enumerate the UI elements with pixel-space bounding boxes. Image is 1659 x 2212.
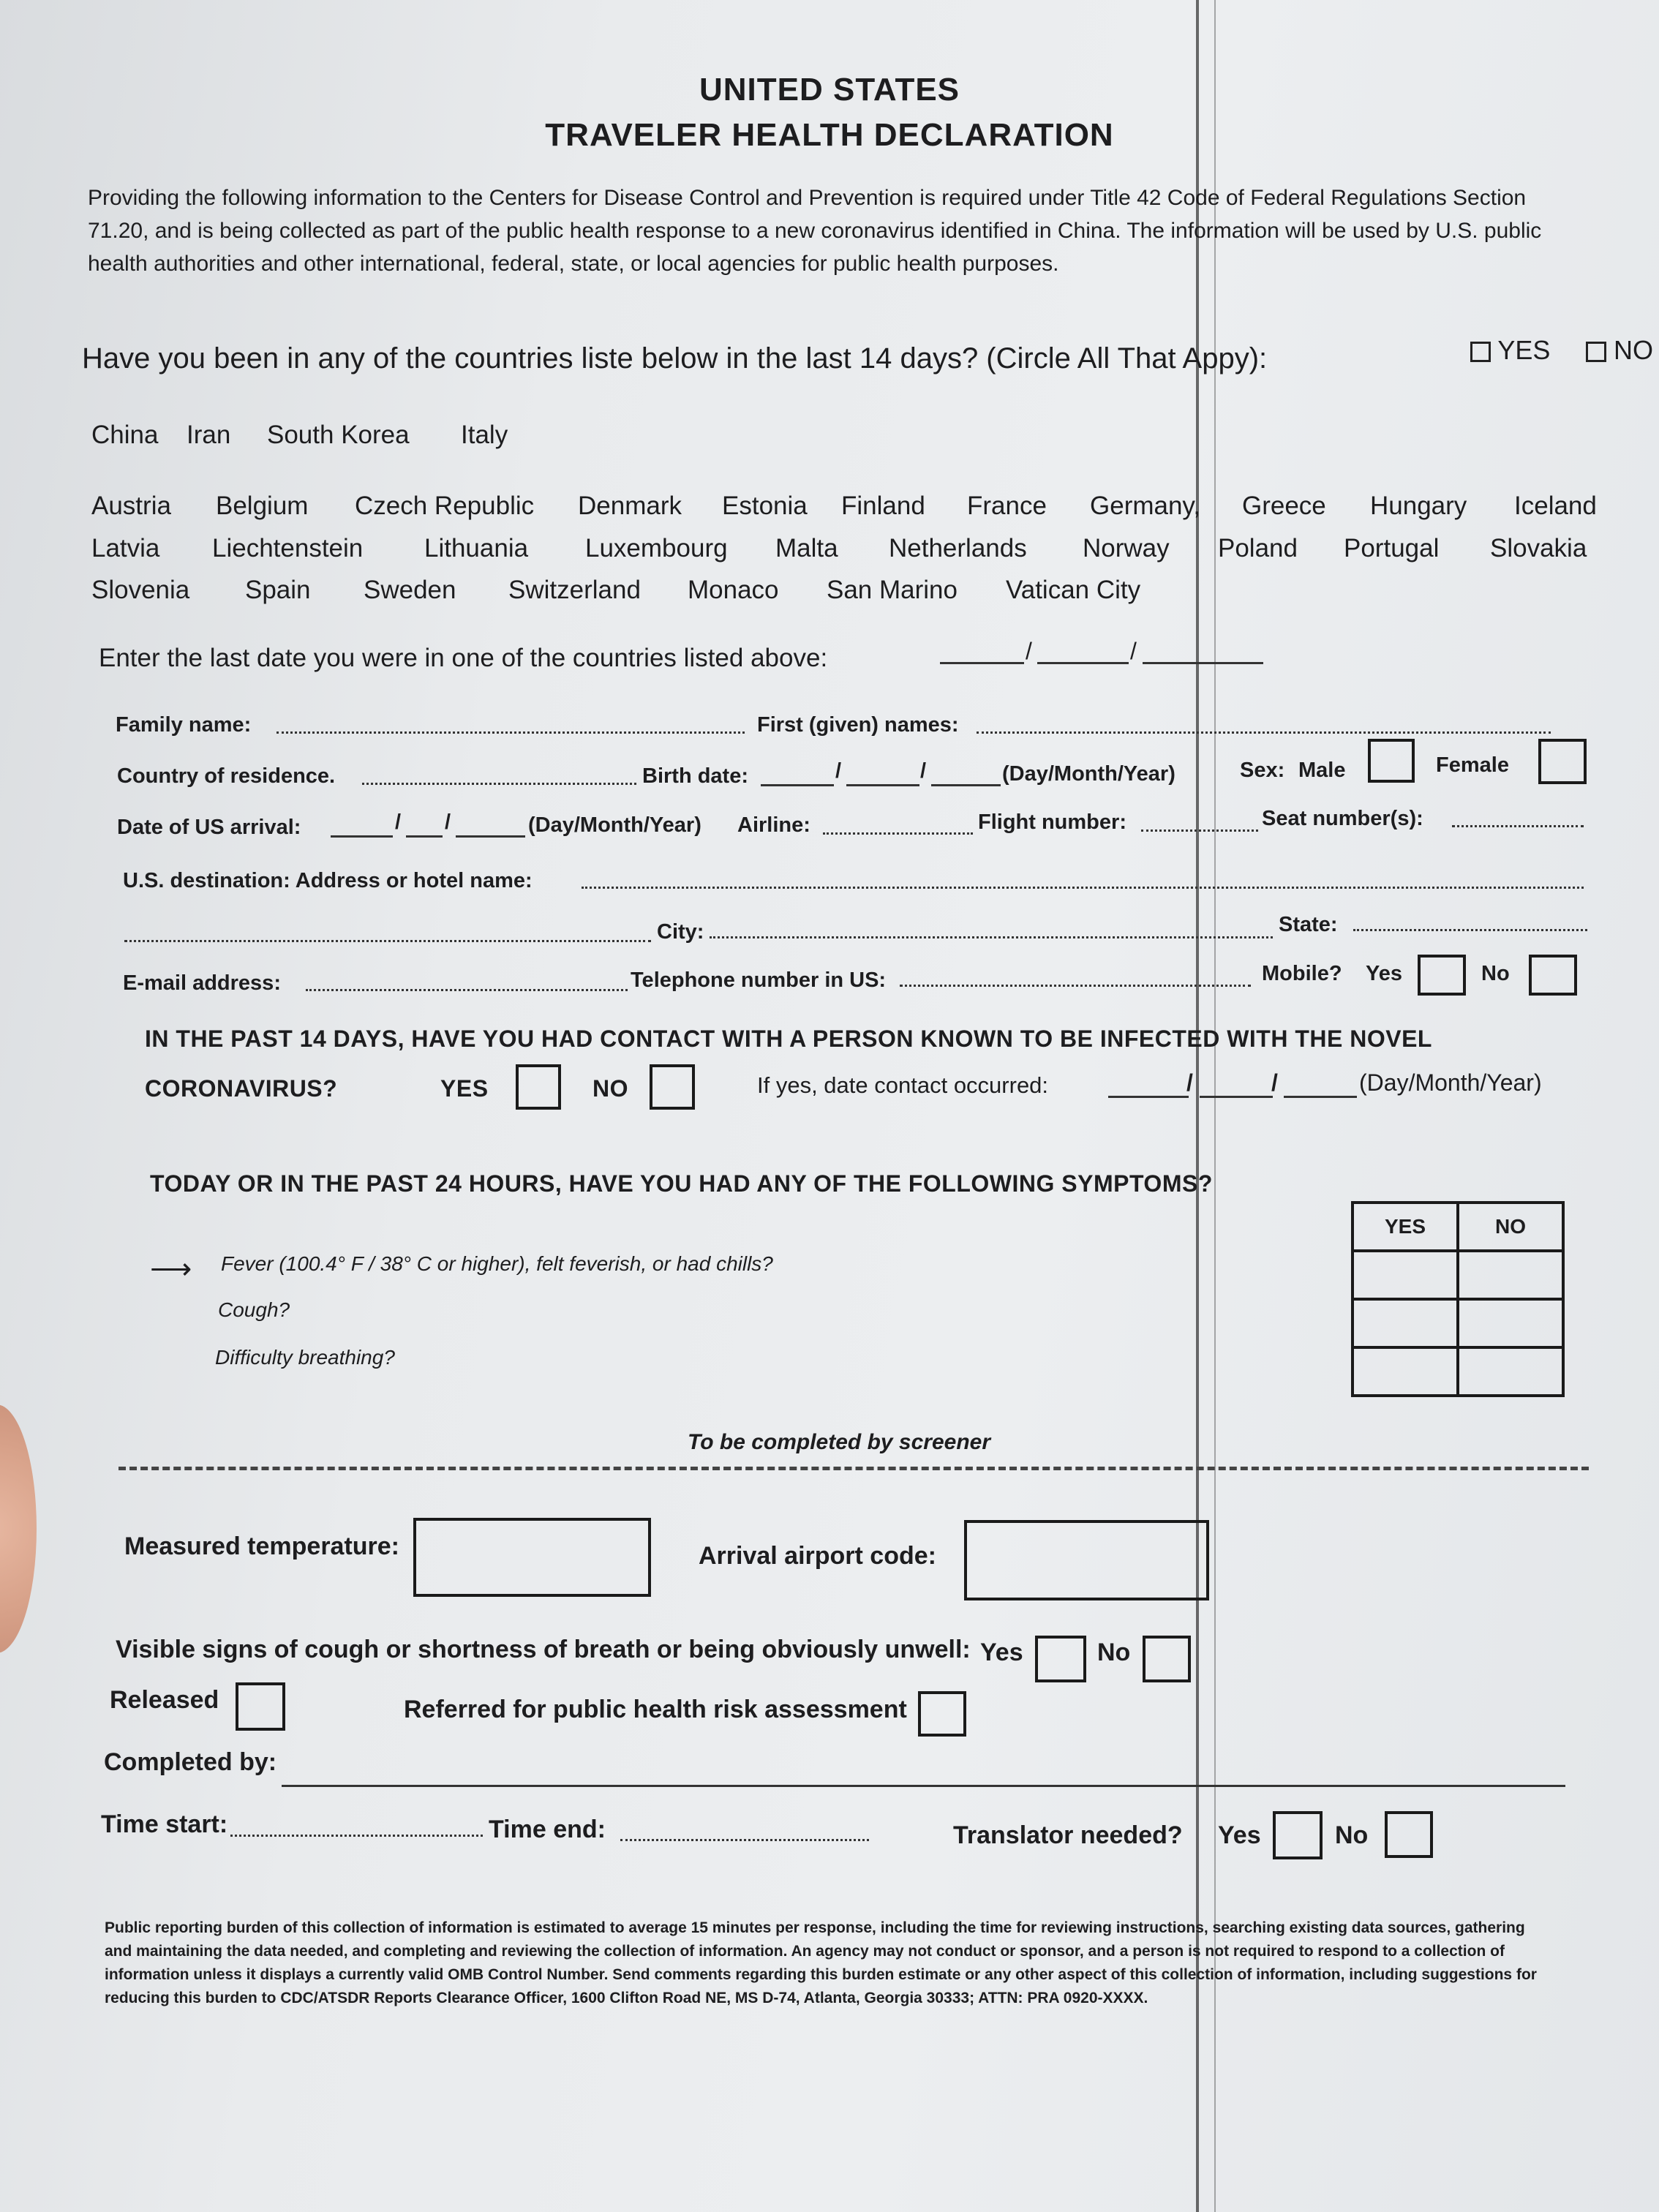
mobile-no-checkbox[interactable]	[1529, 955, 1577, 996]
family-name-field[interactable]	[276, 731, 745, 734]
state-field[interactable]	[1353, 929, 1587, 931]
time-start-label: Time start:	[101, 1810, 228, 1838]
country-slovenia[interactable]: Slovenia	[91, 576, 190, 604]
fever-yes-cell[interactable]	[1353, 1251, 1458, 1299]
country-portugal[interactable]: Portugal	[1344, 534, 1440, 563]
contact-yes-label: YES	[440, 1075, 489, 1102]
country-germany[interactable]: Germany,	[1090, 492, 1201, 520]
symptom-fever: Fever (100.4° F / 38° C or higher), felt feverish, or had chills?	[221, 1252, 773, 1275]
released-label: Released	[110, 1686, 219, 1714]
us-arrival-label: Date of US arrival:	[117, 816, 301, 839]
arrival-airport-label: Arrival airport code:	[699, 1542, 936, 1570]
seat-numbers-label: Seat number(s):	[1262, 807, 1423, 830]
completed-by-label: Completed by:	[104, 1748, 277, 1776]
male-label: Male	[1298, 759, 1346, 782]
translator-no-checkbox[interactable]	[1385, 1811, 1433, 1858]
released-checkbox[interactable]	[236, 1682, 285, 1731]
country-liechtenstein[interactable]: Liechtenstein	[212, 534, 364, 563]
state-label: State:	[1279, 913, 1338, 936]
first-names-label: First (given) names:	[757, 713, 959, 737]
visible-signs-yes-label: Yes	[980, 1639, 1023, 1666]
last-date-label: Enter the last date you were in one of the countries listed above:	[99, 644, 828, 672]
breathing-yes-cell[interactable]	[1353, 1347, 1458, 1396]
visible-signs-no-label: No	[1097, 1639, 1131, 1666]
city-label: City:	[657, 920, 704, 944]
translator-yes-label: Yes	[1218, 1821, 1261, 1849]
checkbox-icon[interactable]	[1586, 342, 1606, 362]
translator-label: Translator needed?	[953, 1821, 1183, 1849]
countries-no-option[interactable]	[1586, 335, 1653, 366]
contact-month-field[interactable]	[1200, 1096, 1273, 1098]
email-label: E-mail address:	[123, 971, 281, 995]
date-separator: /	[1026, 638, 1032, 664]
country-san-marino[interactable]: San Marino	[827, 576, 958, 604]
symptoms-no-header: NO	[1458, 1203, 1563, 1251]
countries-question: Have you been in any of the countries liste below in the last 14 days? (Circle All That Appy):	[82, 342, 1268, 375]
mobile-no-label: No	[1481, 962, 1510, 985]
mobile-yes-label: Yes	[1366, 962, 1402, 985]
country-italy[interactable]: Italy	[461, 421, 508, 449]
contact-date-label: If yes, date contact occurred:	[757, 1072, 1049, 1098]
mobile-label: Mobile?	[1262, 962, 1342, 985]
flight-number-label: Flight number:	[978, 810, 1126, 834]
country-sweden[interactable]: Sweden	[364, 576, 456, 604]
fold-crease	[1214, 0, 1216, 2212]
country-residence-field[interactable]	[362, 783, 636, 785]
female-label: Female	[1436, 753, 1509, 777]
visible-signs-label: Visible signs of cough or shortness of breath or being obviously unwell:	[116, 1636, 971, 1663]
country-slovakia[interactable]: Slovakia	[1490, 534, 1587, 563]
symptom-difficulty-breathing: Difficulty breathing?	[215, 1346, 395, 1369]
contact-date-format: (Day/Month/Year)	[1359, 1069, 1542, 1096]
contact-day-field[interactable]	[1108, 1096, 1189, 1098]
date-separator: /	[445, 810, 451, 834]
symptoms-question: TODAY OR IN THE PAST 24 HOURS, HAVE YOU HAD ANY OF THE FOLLOWING SYMPTOMS?	[150, 1170, 1213, 1197]
contact-question-line2: CORONAVIRUS?	[145, 1075, 338, 1102]
hand-drawn-arrow-icon: ⟶	[150, 1253, 192, 1285]
date-separator: /	[1130, 638, 1137, 664]
contact-year-field[interactable]	[1284, 1096, 1357, 1098]
telephone-label: Telephone number in US:	[631, 968, 887, 992]
sex-label: Sex:	[1240, 759, 1285, 782]
country-latvia[interactable]: Latvia	[91, 534, 160, 563]
translator-no-label: No	[1335, 1821, 1369, 1849]
arrival-month-field[interactable]	[406, 835, 443, 838]
airline-field[interactable]	[823, 832, 973, 835]
country-monaco[interactable]: Monaco	[688, 576, 779, 604]
mobile-yes-checkbox[interactable]	[1418, 955, 1466, 996]
countries-no-label: NO	[1614, 335, 1654, 365]
flight-number-field[interactable]	[1141, 830, 1258, 832]
time-start-field[interactable]	[230, 1835, 483, 1837]
last-date-day-field[interactable]	[940, 662, 1024, 664]
symptoms-yes-header: YES	[1353, 1203, 1458, 1251]
city-field[interactable]	[710, 936, 1273, 938]
arrival-year-field[interactable]	[456, 835, 525, 838]
first-names-field[interactable]	[977, 731, 1551, 734]
birth-date-label: Birth date:	[642, 764, 748, 788]
date-separator: /	[1271, 1069, 1279, 1096]
fold-crease	[1196, 0, 1199, 2212]
visible-signs-yes-checkbox[interactable]	[1035, 1636, 1086, 1682]
visible-signs-no-checkbox[interactable]	[1143, 1636, 1191, 1682]
breathing-no-cell[interactable]	[1458, 1347, 1563, 1396]
arrival-airport-field[interactable]	[964, 1520, 1209, 1600]
country-poland[interactable]: Poland	[1218, 534, 1298, 563]
address-line-2-field[interactable]	[124, 940, 651, 942]
page-title-line1: UNITED STATES	[699, 72, 960, 108]
country-spain[interactable]: Spain	[245, 576, 311, 604]
country-china[interactable]: China	[91, 421, 159, 449]
completed-by-field[interactable]	[282, 1785, 1565, 1787]
cough-yes-cell[interactable]	[1353, 1299, 1458, 1347]
last-date-year-field[interactable]	[1143, 662, 1263, 664]
screener-heading: To be completed by screener	[688, 1430, 991, 1454]
male-checkbox[interactable]	[1368, 739, 1415, 783]
country-austria[interactable]: Austria	[91, 492, 171, 520]
us-destination-label: U.S. destination: Address or hotel name:	[123, 869, 533, 892]
birth-month-field[interactable]	[846, 784, 919, 786]
country-iran[interactable]: Iran	[187, 421, 231, 449]
page-title-line2: TRAVELER HEALTH DECLARATION	[545, 117, 1114, 153]
countries-yes-option[interactable]	[1470, 335, 1550, 366]
country-hungary[interactable]: Hungary	[1370, 492, 1467, 520]
symptoms-grid	[1351, 1201, 1565, 1397]
date-separator: /	[835, 759, 842, 783]
intro-paragraph: Providing the following information to the Centers for Disease Control and Prevention is required under Title 42 Code of Federal Regulations Section 71.20, and is being collected as part of the public health response to a new coronavirus identified in China. The information will be used by U.S. public health authorities and other international, federal, state, or local agencies for public health purposes.	[88, 186, 1542, 276]
date-separator: /	[1186, 1069, 1194, 1096]
time-end-field[interactable]	[620, 1839, 869, 1841]
contact-yes-checkbox[interactable]	[516, 1064, 561, 1110]
date-separator: /	[920, 759, 927, 783]
country-estonia[interactable]: Estonia	[722, 492, 808, 520]
thumb-photo-artifact	[0, 1404, 37, 1653]
screener-divider	[118, 1467, 1589, 1470]
us-destination-field[interactable]	[582, 887, 1584, 889]
country-norway[interactable]: Norway	[1083, 534, 1170, 563]
birth-day-field[interactable]	[761, 784, 834, 786]
country-belgium[interactable]: Belgium	[216, 492, 309, 520]
arrival-day-field[interactable]	[331, 835, 393, 838]
family-name-label: Family name:	[116, 713, 252, 737]
country-iceland[interactable]: Iceland	[1514, 492, 1597, 520]
country-finland[interactable]: Finland	[841, 492, 925, 520]
country-residence-label: Country of residence.	[117, 764, 336, 788]
referred-checkbox[interactable]	[918, 1691, 966, 1737]
country-czech-republic[interactable]: Czech Republic	[355, 492, 535, 520]
arrival-date-format: (Day/Month/Year)	[528, 813, 701, 837]
country-vatican-city[interactable]: Vatican City	[1006, 576, 1141, 604]
country-netherlands[interactable]: Netherlands	[889, 534, 1027, 563]
fever-no-cell[interactable]	[1458, 1251, 1563, 1299]
airline-label: Airline:	[737, 813, 810, 837]
country-france[interactable]: France	[967, 492, 1047, 520]
contact-no-checkbox[interactable]	[650, 1064, 695, 1110]
country-denmark[interactable]: Denmark	[578, 492, 682, 520]
country-malta[interactable]: Malta	[775, 534, 838, 563]
last-date-month-field[interactable]	[1037, 662, 1129, 664]
measured-temperature-field[interactable]	[413, 1518, 651, 1597]
date-separator: /	[395, 810, 402, 834]
symptom-cough: Cough?	[218, 1298, 290, 1321]
country-lithuania[interactable]: Lithuania	[424, 534, 529, 563]
birth-date-format: (Day/Month/Year)	[1002, 762, 1175, 786]
checkbox-icon[interactable]	[1470, 342, 1491, 362]
country-luxembourg[interactable]: Luxembourg	[585, 534, 728, 563]
female-checkbox[interactable]	[1538, 739, 1587, 784]
birth-year-field[interactable]	[931, 784, 1001, 786]
translator-yes-checkbox[interactable]	[1273, 1811, 1323, 1859]
time-end-label: Time end:	[489, 1816, 606, 1843]
contact-question-line1: IN THE PAST 14 DAYS, HAVE YOU HAD CONTACT WITH A PERSON KNOWN TO BE INFECTED WITH THE NOVEL	[145, 1026, 1432, 1052]
country-greece[interactable]: Greece	[1242, 492, 1326, 520]
country-switzerland[interactable]: Switzerland	[508, 576, 641, 604]
countries-yes-label: YES	[1497, 335, 1551, 365]
cough-no-cell[interactable]	[1458, 1299, 1563, 1347]
measured-temperature-label: Measured temperature:	[124, 1532, 400, 1560]
email-field[interactable]	[306, 989, 628, 991]
country-south-korea[interactable]: South Korea	[267, 421, 410, 449]
telephone-field[interactable]	[900, 985, 1251, 987]
burden-statement: Public reporting burden of this collection of information is estimated to average 15 minutes per response, including the time for reviewing instructions, searching existing data sources, gathering and maintaining the data needed, and completing and reviewing the collection of information. An agency may not conduct or sponsor, and a person is not required to respond to a collection of information unless it displays a currently valid OMB Control Number. Send comments regarding this burden estimate or any other aspect of this collection of information, including suggestions for reducing this burden to CDC/ATSDR Reports Clearance Officer, 1600 Clifton Road NE, MS D-74, Atlanta, Georgia 30333; ATTN: PRA 0920-XXXX.	[105, 1919, 1537, 2006]
seat-numbers-field[interactable]	[1452, 825, 1584, 827]
contact-no-label: NO	[592, 1075, 628, 1102]
referred-label: Referred for public health risk assessment	[404, 1696, 907, 1723]
